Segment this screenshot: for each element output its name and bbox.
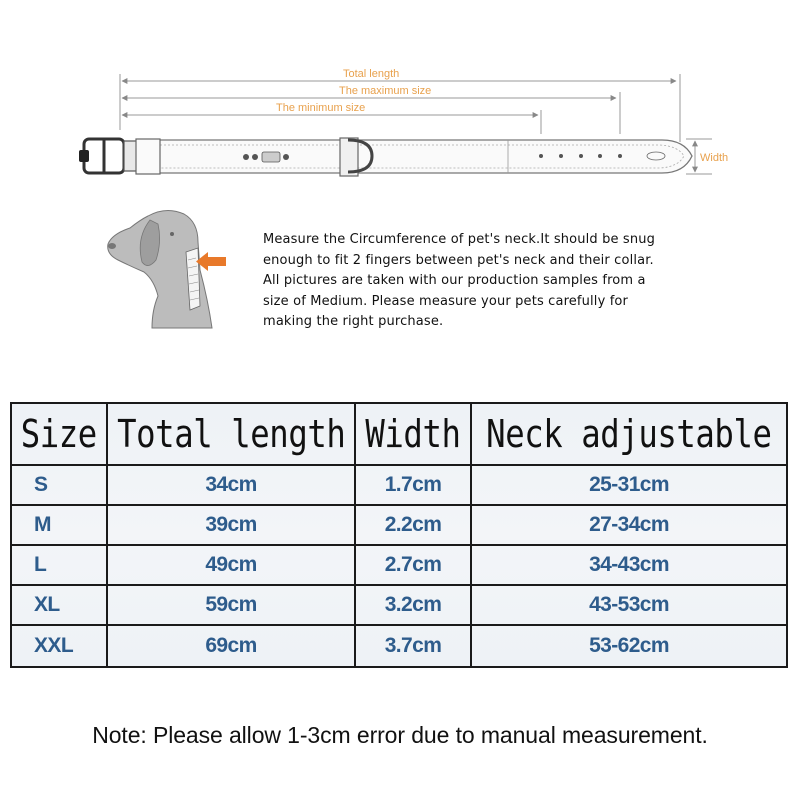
instruction-line: making the right purchase. bbox=[263, 314, 444, 329]
table-row-xxl-neck bbox=[472, 626, 786, 666]
neck-value: 53-62cm bbox=[589, 634, 669, 657]
measurement-note: Note: Please allow 1-3cm error due to manual measurement. bbox=[92, 722, 708, 748]
table-row-m-length bbox=[108, 506, 356, 546]
size-chart-table bbox=[10, 402, 788, 668]
table-row-l-width bbox=[356, 546, 472, 586]
table-row-m-neck bbox=[472, 506, 786, 546]
length-value: 39cm bbox=[205, 513, 257, 536]
neck-value: 25-31cm bbox=[589, 473, 669, 496]
collar-diagram bbox=[0, 0, 800, 200]
total-length-label: Total length bbox=[343, 68, 400, 80]
minimum-size-label: The minimum size bbox=[276, 102, 366, 114]
table-row-m-size bbox=[12, 506, 108, 546]
table-row-s-width bbox=[356, 466, 472, 506]
size-value: M bbox=[34, 513, 51, 536]
measurement-instructions bbox=[263, 230, 723, 333]
width-value: 3.7cm bbox=[384, 634, 442, 657]
width-value: 3.2cm bbox=[384, 593, 442, 616]
table-row-xxl-size bbox=[12, 626, 108, 666]
table-row-s-neck bbox=[472, 466, 786, 506]
table-row-l-size bbox=[12, 546, 108, 586]
size-value: XXL bbox=[34, 634, 74, 657]
size-value: XL bbox=[34, 593, 60, 616]
header-total-length: Total length bbox=[116, 412, 346, 456]
table-row-xl-length bbox=[108, 586, 356, 626]
header-size: Size bbox=[20, 412, 98, 456]
neck-value: 27-34cm bbox=[589, 513, 669, 536]
table-row-xl-size bbox=[12, 586, 108, 626]
table-row-xl-neck bbox=[472, 586, 786, 626]
width-value: 2.2cm bbox=[384, 513, 442, 536]
table-row-xxl-width bbox=[356, 626, 472, 666]
width-value: 2.7cm bbox=[384, 553, 442, 576]
size-value: S bbox=[34, 473, 48, 496]
width-value: 1.7cm bbox=[384, 473, 442, 496]
width-label: Width bbox=[700, 152, 729, 164]
header-neck-adjustable: Neck adjustable bbox=[486, 412, 772, 456]
arrow-left-icon bbox=[196, 252, 226, 271]
table-row-s-length bbox=[108, 466, 356, 506]
header-cell-size bbox=[12, 404, 108, 466]
table-row-xl-width bbox=[356, 586, 472, 626]
length-value: 49cm bbox=[205, 553, 257, 576]
instruction-line: All pictures are taken with our production samples from a bbox=[263, 273, 646, 288]
neck-value: 34-43cm bbox=[589, 553, 669, 576]
instruction-line: size of Medium. Please measure your pets carefully for bbox=[263, 293, 629, 309]
maximum-size-label: The maximum size bbox=[339, 85, 432, 97]
header-cell-total-length bbox=[108, 404, 356, 466]
collar-strap bbox=[140, 140, 692, 173]
table-row-l-length bbox=[108, 546, 356, 586]
size-value: L bbox=[34, 553, 47, 576]
length-value: 59cm bbox=[205, 593, 257, 616]
length-value: 34cm bbox=[205, 473, 257, 496]
length-value: 69cm bbox=[205, 634, 257, 657]
dog-neck-illustration bbox=[100, 200, 240, 340]
table-row-s-size bbox=[12, 466, 108, 506]
header-cell-neck-adjustable bbox=[472, 404, 786, 466]
header-width: Width bbox=[365, 412, 461, 456]
table-row-xxl-length bbox=[108, 626, 356, 666]
instruction-line: enough to fit 2 fingers between pet's neck and their collar. bbox=[263, 252, 654, 268]
header-cell-width bbox=[356, 404, 472, 466]
neck-value: 43-53cm bbox=[589, 593, 669, 616]
table-row-m-width bbox=[356, 506, 472, 546]
instruction-line: Measure the Circumference of pet's neck.It should be snug bbox=[263, 232, 656, 247]
table-row-l-neck bbox=[472, 546, 786, 586]
